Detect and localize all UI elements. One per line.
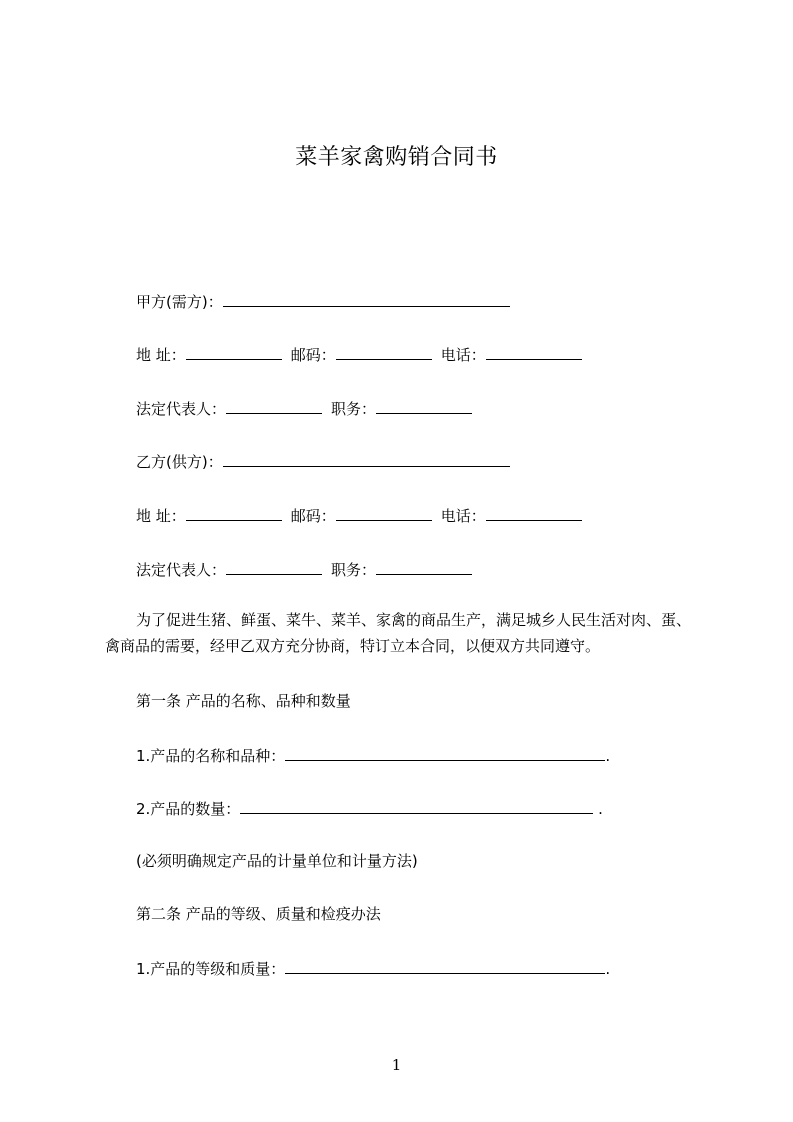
- party-a-rep-blank[interactable]: [226, 398, 322, 414]
- party-b-postcode-label: 邮码：: [290, 507, 336, 525]
- product-grade-end: .: [605, 960, 611, 978]
- party-b-name-blank[interactable]: [223, 451, 510, 467]
- party-a-phone-label: 电话：: [440, 346, 486, 364]
- party-b-position-blank[interactable]: [376, 559, 472, 575]
- party-b-phone-label: 电话：: [440, 507, 486, 525]
- party-a-address-blank[interactable]: [186, 344, 282, 360]
- article-1-item-2: [136, 798, 603, 819]
- page-number: 1: [391, 1056, 402, 1074]
- party-a-rep-label: 法定代表人：: [136, 400, 227, 418]
- party-a-name-label: 甲方(需方)：: [136, 293, 223, 311]
- party-a-name-blank[interactable]: [223, 291, 510, 307]
- party-a-postcode-blank[interactable]: [336, 344, 432, 360]
- product-name-label: 1.产品的名称和品种：: [136, 747, 286, 765]
- party-a-address-label: 地 址：: [136, 346, 186, 364]
- party-a-address-row: [136, 344, 582, 365]
- party-b-name-label: 乙方(供方)：: [136, 453, 223, 471]
- article-2-item-1: [136, 958, 610, 979]
- intro-paragraph: 为了促进生猪、鲜蛋、菜牛、菜羊、家禽的商品生产，满足城乡人民生活对肉、蛋、禽商品的需要，经甲乙双方充分协商，特订立本合同，以便双方共同遵守。: [105, 611, 692, 655]
- product-grade-label: 1.产品的等级和质量：: [136, 960, 286, 978]
- party-b-postcode-blank[interactable]: [336, 505, 432, 521]
- party-b-phone-blank[interactable]: [486, 505, 582, 521]
- party-a-postcode-label: 邮码：: [290, 346, 336, 364]
- article-1-note: (必须明确规定产品的计量单位和计量方法): [136, 852, 418, 870]
- article-1-item-1: [136, 745, 610, 766]
- party-b-position-label: 职务：: [331, 561, 377, 579]
- article-1-heading: 第一条 产品的名称、品种和数量: [136, 692, 351, 710]
- party-a-phone-blank[interactable]: [486, 344, 582, 360]
- party-a-name-row: [136, 291, 510, 312]
- product-grade-blank[interactable]: [285, 958, 605, 974]
- party-b-rep-blank[interactable]: [226, 559, 322, 575]
- document-title: 菜羊家禽购销合同书: [295, 145, 498, 170]
- party-a-position-blank[interactable]: [376, 398, 472, 414]
- party-b-name-row: [136, 451, 510, 472]
- product-name-end: .: [605, 747, 611, 765]
- party-b-address-blank[interactable]: [186, 505, 282, 521]
- party-b-address-label: 地 址：: [136, 507, 186, 525]
- party-a-position-label: 职务：: [331, 400, 377, 418]
- party-b-rep-label: 法定代表人：: [136, 561, 227, 579]
- party-b-address-row: [136, 505, 582, 526]
- product-quantity-label: 2.产品的数量：: [136, 800, 241, 818]
- party-b-rep-row: [136, 559, 472, 580]
- product-quantity-blank[interactable]: [240, 798, 593, 814]
- party-a-rep-row: [136, 398, 472, 419]
- product-quantity-end: .: [593, 800, 603, 818]
- product-name-blank[interactable]: [285, 745, 605, 761]
- article-2-heading: 第二条 产品的等级、质量和检疫办法: [136, 905, 381, 923]
